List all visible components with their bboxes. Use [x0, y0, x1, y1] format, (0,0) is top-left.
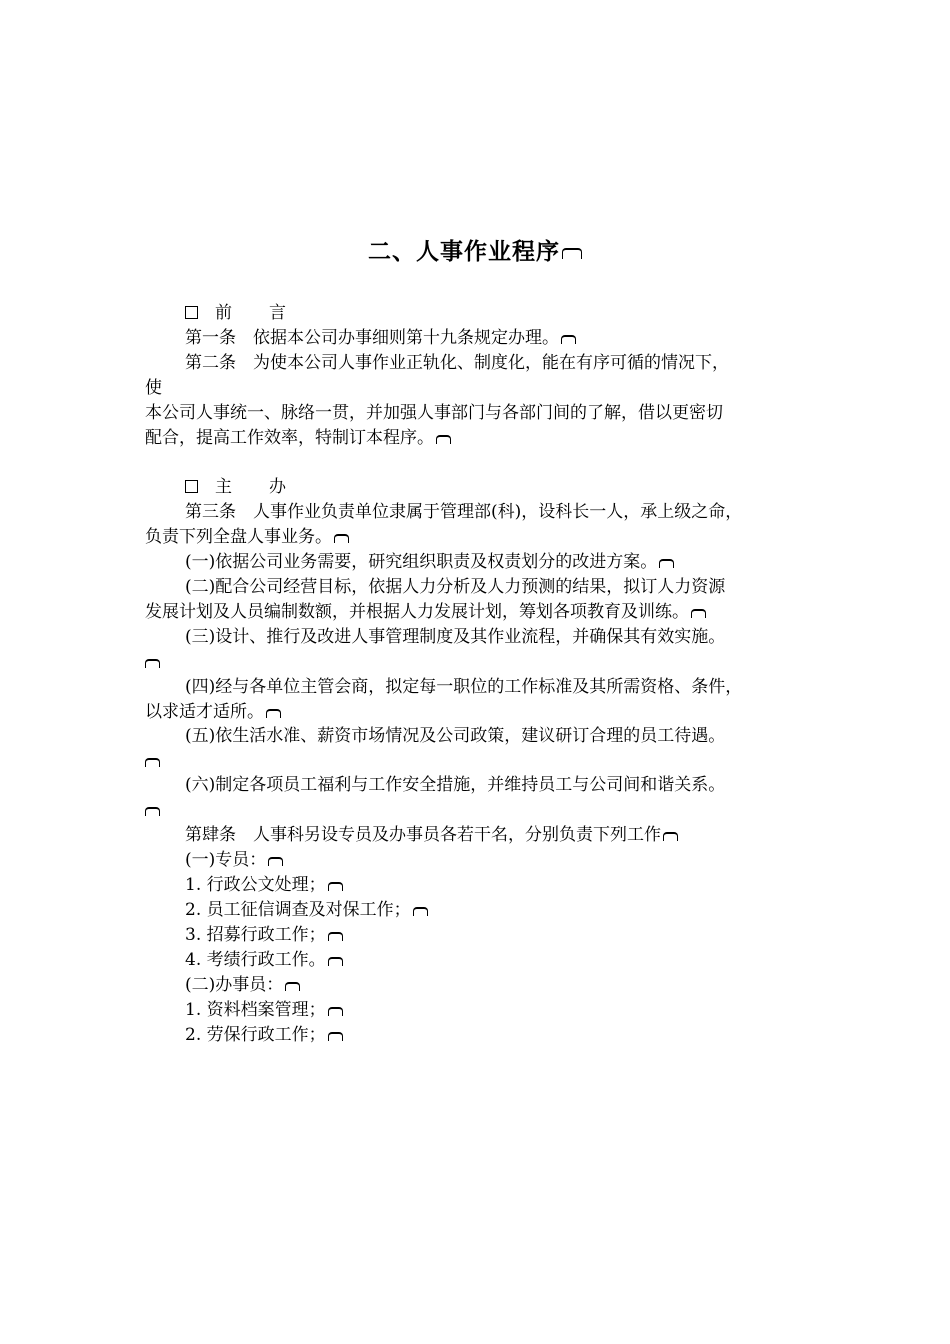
text-line [145, 798, 825, 822]
section-heading-main [185, 475, 865, 499]
text-line [145, 749, 825, 773]
checkbox-icon [185, 480, 198, 493]
text-line: 配合，提高工作效率，特制订本程序。 [145, 426, 825, 450]
text-line: 负责下列全盘人事业务。 [145, 525, 825, 549]
paragraph-mark-icon [691, 609, 706, 618]
text-line: 第二条 为使本公司人事作业正轨化、制度化，能在有序可循的情况下， [185, 353, 729, 373]
text-line: 发展计划及人员编制数额，并根据人力发展计划，筹划各项教育及训练。 [145, 600, 825, 624]
paragraph-mark-icon [145, 807, 160, 816]
text-line: (五)依生活水准、薪资市场情况及公司政策，建议研订合理的员工待遇。 [185, 726, 726, 746]
page-title [0, 236, 950, 268]
paragraph-mark-icon [268, 857, 283, 866]
heading-char: 办 [269, 477, 286, 497]
paragraph-mark-icon [328, 1032, 343, 1041]
text-line: (四)经与各单位主管会商，拟定每一职位的工作标准及其所需资格、条件， [185, 677, 743, 697]
text-line: 使 [145, 378, 162, 398]
paragraph-mark-icon [334, 534, 349, 543]
section-heading-preface [185, 301, 865, 325]
text-line: 以求适才适所。 [145, 700, 825, 724]
heading-char: 言 [269, 303, 286, 323]
paragraph-mark-icon [413, 907, 428, 916]
heading-char: 主 [215, 477, 252, 497]
text-line: (二)办事员： [185, 973, 865, 997]
text-line: (六)制定各项员工福利与工作安全措施，并维持员工与公司间和谐关系。 [185, 775, 726, 795]
text-line [145, 650, 825, 674]
text-line: (一)依据公司业务需要，研究组织职责及权责划分的改进方案。 [185, 550, 865, 574]
paragraph-mark-icon [659, 559, 674, 568]
text-line: 1. 资料档案管理； [185, 998, 865, 1022]
text-line: (二)配合公司经营目标，依据人力分析及人力预测的结果，拟订人力资源 [185, 577, 726, 597]
text-line: 第肆条 人事科另设专员及办事员各若干名，分别负责下列工作 [185, 823, 865, 847]
text-line: 第一条 依据本公司办事细则第十九条规定办理。 [185, 326, 865, 350]
text-line: 1. 行政公文处理； [185, 873, 865, 897]
heading-char: 前 [215, 303, 252, 323]
paragraph-mark-icon [328, 1007, 343, 1016]
text-line: (一)专员： [185, 848, 865, 872]
paragraph-mark-icon [266, 709, 281, 718]
text-line: 2. 员工征信调查及对保工作； [185, 898, 865, 922]
text-line: 3. 招募行政工作； [185, 923, 865, 947]
paragraph-mark-icon [145, 659, 160, 668]
text-line: 本公司人事统一、脉络一贯，并加强人事部门与各部门间的了解，借以更密切 [145, 403, 723, 423]
paragraph-mark-icon [328, 957, 343, 966]
paragraph-mark-icon [663, 832, 678, 841]
title-text: 二、人事作业程序 [368, 239, 560, 265]
text-line: 4. 考绩行政工作。 [185, 948, 865, 972]
text-line: 第三条 人事作业负责单位隶属于管理部(科)，设科长一人，承上级之命， [185, 502, 743, 522]
paragraph-mark-icon [328, 932, 343, 941]
text-line: 2. 劳保行政工作； [185, 1023, 865, 1047]
paragraph-mark-icon [436, 435, 451, 444]
paragraph-mark-icon [328, 882, 343, 891]
paragraph-mark-icon [561, 335, 576, 344]
text-line: (三)设计、推行及改进人事管理制度及其作业流程，并确保其有效实施。 [185, 627, 726, 647]
paragraph-mark-icon [145, 758, 160, 767]
checkbox-icon [185, 306, 198, 319]
paragraph-mark-icon [285, 982, 300, 991]
paragraph-mark-icon [562, 248, 582, 259]
